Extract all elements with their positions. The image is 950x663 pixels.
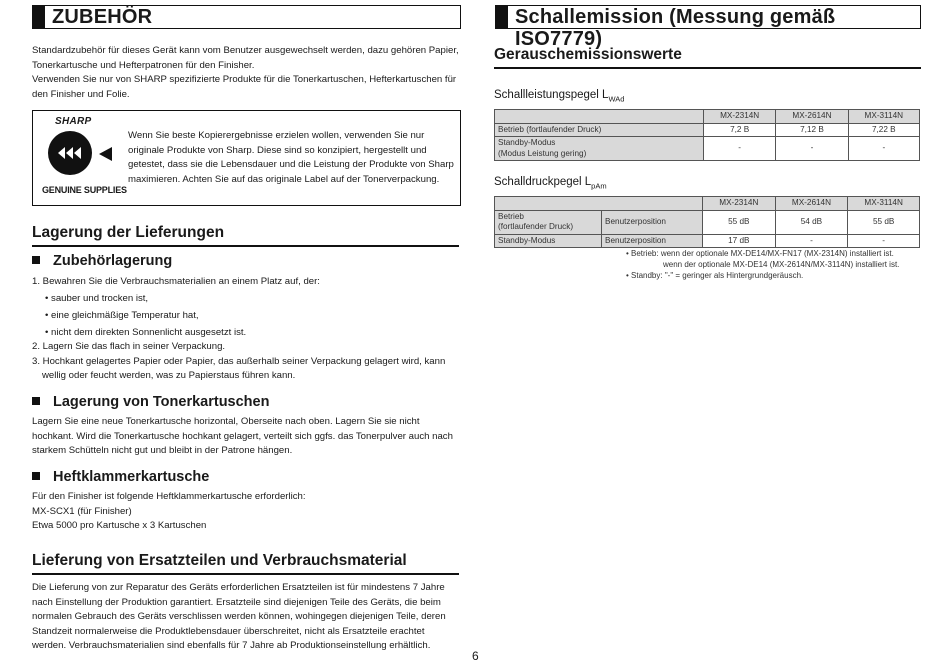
staple-line-2: MX-SCX1 (für Finisher)	[32, 505, 132, 517]
logo-arrows-icon	[48, 131, 92, 175]
storage-line-3-cont: wellig oder feucht werden, was zu Papierstaus führen kann.	[42, 370, 296, 381]
parts-heading: Lieferung von Ersatzteilen und Verbrauchsmaterial	[32, 552, 407, 569]
lwa-row-2-val-1: -	[704, 137, 776, 161]
intro-line-4: den Finisher und Folie.	[32, 88, 130, 100]
staple-line-1: Für den Finisher ist folgende Heftklammerkartusche erforderlich:	[32, 491, 306, 502]
sharp-genuine-logo-icon	[48, 131, 92, 175]
lwa-row-2-val-3: -	[848, 137, 919, 161]
lpa-row-1-val-3: 55 dB	[848, 210, 920, 234]
parts-line-1: Die Lieferung von zur Reparatur des Geräts erforderlichen Ersatzteilen ist für mindestens 7 Jahre	[32, 582, 445, 593]
genuine-text-4: maximieren. Achten Sie auf das originale Label auf der Tonerverpackung.	[128, 173, 440, 185]
genuine-supplies-label: GENUINE SUPPLIES	[42, 185, 127, 195]
staple-line-3: Etwa 5000 pro Kartusche x 3 Kartuschen	[32, 520, 207, 531]
lwa-row-1-val-1: 7,2 B	[704, 123, 776, 137]
parts-rule	[32, 573, 459, 575]
parts-line-3: normalen Gebrauch des Geräts verschlissen werden können, wohingegen diejenigen Teile, deren	[32, 611, 446, 622]
lpa-label-main: Schalldruckpegel L	[494, 176, 592, 188]
lpa-table	[494, 196, 920, 248]
staple-heading	[32, 469, 209, 486]
accessory-heading	[32, 253, 172, 270]
note-line-1: • Betrieb: wenn der optionale MX-DE14/MX-FN17 (MX-2314N) installiert ist.	[626, 249, 894, 258]
parts-line-5: werden. Verbrauchsmaterialien sind ebenfalls für 7 Jahre ab Produktionseinstellung erhältlich.	[32, 640, 431, 651]
lpa-header-3: MX-3114N	[848, 197, 920, 211]
lwa-header-2: MX-2614N	[776, 110, 848, 124]
toner-line-3: starkem Schütteln nicht gut und bleibt in der Patrone hängen.	[32, 445, 293, 456]
lwa-label-main: Schallleistungspegel L	[494, 89, 609, 101]
lpa-row-1-val-2: 54 dB	[775, 210, 848, 234]
note-line-2: wenn der optionale MX-DE14 (MX-2614N/MX-3114N) installiert ist.	[663, 260, 900, 269]
lpa-header-row	[495, 197, 920, 211]
storage-rule	[32, 245, 459, 247]
toner-line-2: hochkant. Wird die Tonerkartusche hochkant gelagert, verteilt sich ggfs. das Tonerpulver auch nach	[32, 430, 453, 442]
title-bar-accent	[33, 6, 45, 28]
intro-line-2: Tonerkartusche und Hefterpatronen für den Finisher.	[32, 59, 255, 71]
intro-line-3: Verwenden Sie nur von SHARP spezifizierte Produkte für die Tonerkartuschen, Hefterkartuschen für	[32, 74, 457, 85]
lwa-header-blank	[495, 110, 704, 124]
lpa-row-1-position: Benutzerposition	[602, 210, 703, 234]
lpa-label-sub: pAm	[591, 181, 607, 191]
accessory-heading-text: Zubehörlagerung	[53, 253, 173, 269]
toner-line-1: Lagern Sie eine neue Tonerkartusche horizontal, Oberseite nach oben. Lagern Sie sie nicht	[32, 416, 420, 427]
genuine-text-2: originale Produkte von Sharp. Diese sind so konzipiert, hergestellt und	[128, 144, 427, 156]
square-bullet-icon	[32, 472, 40, 480]
zubehoer-title: ZUBEHÖR	[52, 6, 153, 28]
lwa-row-1-val-2: 7,12 B	[776, 123, 848, 137]
storage-bullet-2: • eine gleichmäßige Temperatur hat,	[45, 310, 199, 321]
zubehoer-title-box	[32, 5, 461, 29]
pointer-triangle-icon	[99, 146, 113, 162]
lwa-row-1-label: Betrieb (fortlaufender Druck)	[495, 123, 704, 137]
lwa-header-3: MX-3114N	[848, 110, 919, 124]
lwa-header-row	[495, 110, 920, 124]
toner-heading-text: Lagerung von Tonerkartuschen	[53, 394, 270, 410]
genuine-supplies-box	[32, 110, 461, 206]
table-row	[495, 234, 920, 248]
lpa-row-2-val-1: 17 dB	[703, 234, 776, 248]
storage-bullet-1: • sauber und trocken ist,	[45, 293, 149, 304]
genuine-text-3: getestet, dass sie die Lebensdauer und die Leistung der Produkte von Sharp	[128, 159, 454, 170]
emission-rule	[494, 67, 921, 69]
lwa-header-1: MX-2314N	[704, 110, 776, 124]
storage-bullet-3: • nicht dem direkten Sonnenlicht ausgesetzt ist.	[45, 327, 247, 338]
title-bar-accent	[496, 6, 508, 28]
intro-line-1: Standardzubehör für dieses Gerät kann vom Benutzer ausgewechselt werden, dazu gehören Papier,	[32, 45, 459, 56]
sharp-brand: SHARP	[55, 116, 92, 127]
lpa-label	[494, 175, 607, 194]
lwa-label	[494, 88, 624, 107]
square-bullet-icon	[32, 397, 40, 405]
lpa-row-2-val-2: -	[775, 234, 848, 248]
storage-line-1: 1. Bewahren Sie die Verbrauchsmaterialien an einem Platz auf, der:	[32, 276, 320, 287]
lwa-label-sub: WAd	[608, 94, 625, 104]
lpa-header-2: MX-2614N	[775, 197, 848, 211]
page-number: 6	[472, 649, 479, 663]
lpa-header-blank	[495, 197, 703, 211]
storage-line-2: 2. Lagern Sie das flach in seiner Verpackung.	[32, 341, 226, 352]
staple-heading-text: Heftklammerkartusche	[53, 469, 210, 485]
schallemission-title: Schallemission (Messung gemäß ISO7779)	[515, 6, 836, 50]
square-bullet-icon	[32, 256, 40, 264]
lwa-row-2-val-2: -	[776, 137, 848, 161]
storage-line-3: 3. Hochkant gelagertes Papier oder Papier, das außerhalb seiner Verpackung gelagert wird, kann	[32, 355, 446, 367]
lpa-row-1-val-1: 55 dB	[703, 210, 776, 234]
lwa-table	[494, 109, 920, 161]
lpa-row-2-label: Standby-Modus	[495, 234, 602, 248]
lpa-row-2-val-3: -	[848, 234, 920, 248]
emission-values-heading: Gerauschemissionswerte	[494, 46, 682, 63]
lpa-header-1: MX-2314N	[703, 197, 776, 211]
storage-heading: Lagerung der Lieferungen	[32, 224, 225, 241]
lpa-row-2-position: Benutzerposition	[602, 234, 703, 248]
note-line-3: • Standby: "-" = geringer als Hintergrundgeräusch.	[626, 271, 804, 280]
parts-line-2: nach Einstellung der Produktion garantiert. Ersatzteile sind diejenigen Teile des Geräts, die beim	[32, 596, 441, 608]
genuine-text-1: Wenn Sie beste Kopierergebnisse erzielen wollen, verwenden Sie nur	[128, 130, 425, 141]
parts-line-4: Standzeit normalerweise die Produktlebensdauer überschreitet, nicht als Ersatzteile erachtet	[32, 625, 425, 637]
table-row	[495, 210, 920, 234]
schallemission-title-box	[495, 5, 921, 50]
lwa-row-2-label: Standby-Modus (Modus Leistung gering)	[495, 137, 704, 161]
table-row	[495, 123, 920, 137]
toner-heading	[32, 394, 269, 411]
lpa-row-1-label: Betrieb (fortlaufender Druck)	[495, 210, 602, 234]
lwa-row-1-val-3: 7,22 B	[848, 123, 919, 137]
table-row	[495, 137, 920, 161]
